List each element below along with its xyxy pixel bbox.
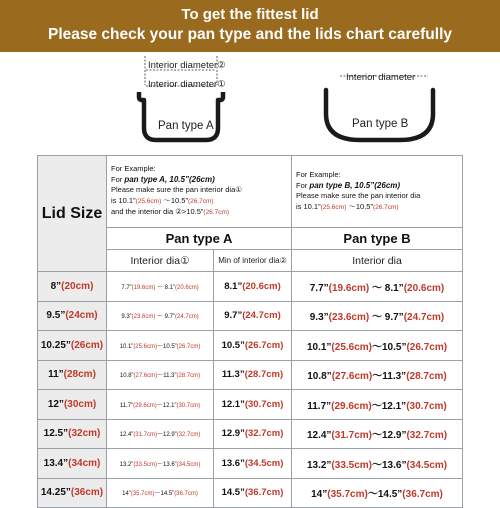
pan-b-interior-dia-cell: 7.7”(19.6cm) ～ 8.1”(20.6cm) <box>292 272 463 302</box>
lid-size-chart <box>37 155 463 508</box>
pan-a-min-dia-cell: 11.3”(28.7cm) <box>214 360 292 390</box>
lid-size-cell: 14.25”(36cm) <box>38 478 107 508</box>
pan-type-b-drawing <box>326 76 433 140</box>
lid-size-cell: 12.5”(32cm) <box>38 419 107 449</box>
table-row <box>38 331 463 361</box>
example-pan-b <box>292 156 463 228</box>
lid-size-cell: 8”(20cm) <box>38 272 107 302</box>
pan-a-min-dia-cell: 8.1”(20.6cm) <box>214 272 292 302</box>
pan-a-min-dia-cell: 12.1”(30.7cm) <box>214 390 292 420</box>
pan-a-name: Pan type A <box>158 120 214 132</box>
banner-title: To get the fittest lid <box>181 6 319 23</box>
pan-a-interior-dia-cell: 12.4”(31.7cm)～12.9”(32.7cm) <box>107 419 214 449</box>
example-a-line3: is 10.1”(25.6cm) ～10.5”(26.7cm) <box>111 195 214 205</box>
table-row <box>38 419 463 449</box>
pan-a-interior-dia-cell: 10.8”(27.6cm)～11.3”(28.7cm) <box>107 360 214 390</box>
pan-b-subheader: Interior dia <box>292 250 463 272</box>
example-b-line3: is 10.1”(25.6cm) ～10.5”(26.7cm) <box>296 201 399 211</box>
table-row <box>38 272 463 302</box>
lid-size-cell: 10.25”(26cm) <box>38 331 107 361</box>
example-a-line1: For pan type A, 10.5”(26cm) <box>111 174 215 184</box>
table-row <box>38 301 463 331</box>
pan-b-interior-dia-cell: 10.1”(25.6cm)～10.5”(26.7cm) <box>292 331 463 361</box>
lid-size-cell: 13.4”(34cm) <box>38 449 107 479</box>
pan-b-interior-dia-cell: 11.7”(29.6cm)～12.1”(30.7cm) <box>292 390 463 420</box>
lid-size-header: Lid Size <box>38 156 107 272</box>
pan-a-interior-dia-cell: 7.7”(19.6cm) ～ 8.1”(20.6cm) <box>107 272 214 302</box>
pan-a-min-dia-cell: 9.7”(24.7cm) <box>214 301 292 331</box>
example-pan-a <box>107 156 292 228</box>
pan-diagrams <box>0 52 500 147</box>
example-a-line4: and the interior dia ②>10.5”(26.7cm) <box>111 207 230 217</box>
pan-b-interior-dia-cell: 10.8”(27.6cm)～11.3”(28.7cm) <box>292 360 463 390</box>
pan-diagram-graphic <box>0 52 500 147</box>
pan-b-name: Pan type B <box>352 118 409 130</box>
pan-a-interior-dia-cell: 13.2”(33.5cm)～13.6”(34.5cm) <box>107 449 214 479</box>
pan-a-min-dia-cell: 14.5”(36.7cm) <box>214 478 292 508</box>
pan-a-subheader-2: Min of interior dia② <box>214 250 292 272</box>
pan-a-interior-dia-cell: 14”(35.7cm)～14.5”(36.7cm) <box>107 478 214 508</box>
example-b-line1: For pan type B, 10.5”(26cm) <box>296 180 401 190</box>
lid-size-cell: 9.5”(24cm) <box>38 301 107 331</box>
pan-a-interior-dia-cell: 11.7”(29.6cm)～12.1”(30.7cm) <box>107 390 214 420</box>
pan-b-interior-dia-cell: 12.4”(31.7cm)～12.9”(32.7cm) <box>292 419 463 449</box>
chart-rows <box>38 272 463 508</box>
pan-a-interior-dia-cell: 10.1”(25.6cm)～10.5”(26.7cm) <box>107 331 214 361</box>
pan-a-interior-diameter-1-label: Interior diameter① <box>148 79 226 90</box>
pan-b-interior-diameter-label: Interior diameter <box>346 72 416 83</box>
pan-a-header: Pan type A <box>107 228 292 250</box>
pan-a-min-dia-cell: 12.9”(32.7cm) <box>214 419 292 449</box>
table-row <box>38 390 463 420</box>
pan-a-subheader-1: Interior dia① <box>107 250 214 272</box>
table-row <box>38 478 463 508</box>
lid-size-cell: 12”(30cm) <box>38 390 107 420</box>
pan-b-interior-dia-cell: 14”(35.7cm)～14.5”(36.7cm) <box>292 478 463 508</box>
pan-a-min-dia-cell: 10.5”(26.7cm) <box>214 331 292 361</box>
pan-a-interior-dia-cell: 9.3”(23.6cm) ～ 9.7”(24.7cm) <box>107 301 214 331</box>
table-row <box>38 360 463 390</box>
pan-b-interior-dia-cell: 13.2”(33.5cm)～13.6”(34.5cm) <box>292 449 463 479</box>
example-b-title: For Example: <box>296 170 341 179</box>
pan-b-interior-dia-cell: 9.3”(23.6cm) ～ 9.7”(24.7cm) <box>292 301 463 331</box>
example-a-line2: Please make sure the pan interior dia① <box>111 185 242 195</box>
example-a-title: For Example: <box>111 164 156 174</box>
pan-a-interior-diameter-2-label: Interior diameter② <box>148 60 226 71</box>
banner-subtitle: Please check your pan type and the lids chart carefully <box>47 26 452 43</box>
example-b-line2: Please make sure the pan interior dia <box>296 191 421 200</box>
table-row <box>38 449 463 479</box>
pan-a-min-dia-cell: 13.6”(34.5cm) <box>214 449 292 479</box>
lid-size-cell: 11”(28cm) <box>38 360 107 390</box>
pan-b-header: Pan type B <box>292 228 463 250</box>
title-banner <box>0 0 500 52</box>
